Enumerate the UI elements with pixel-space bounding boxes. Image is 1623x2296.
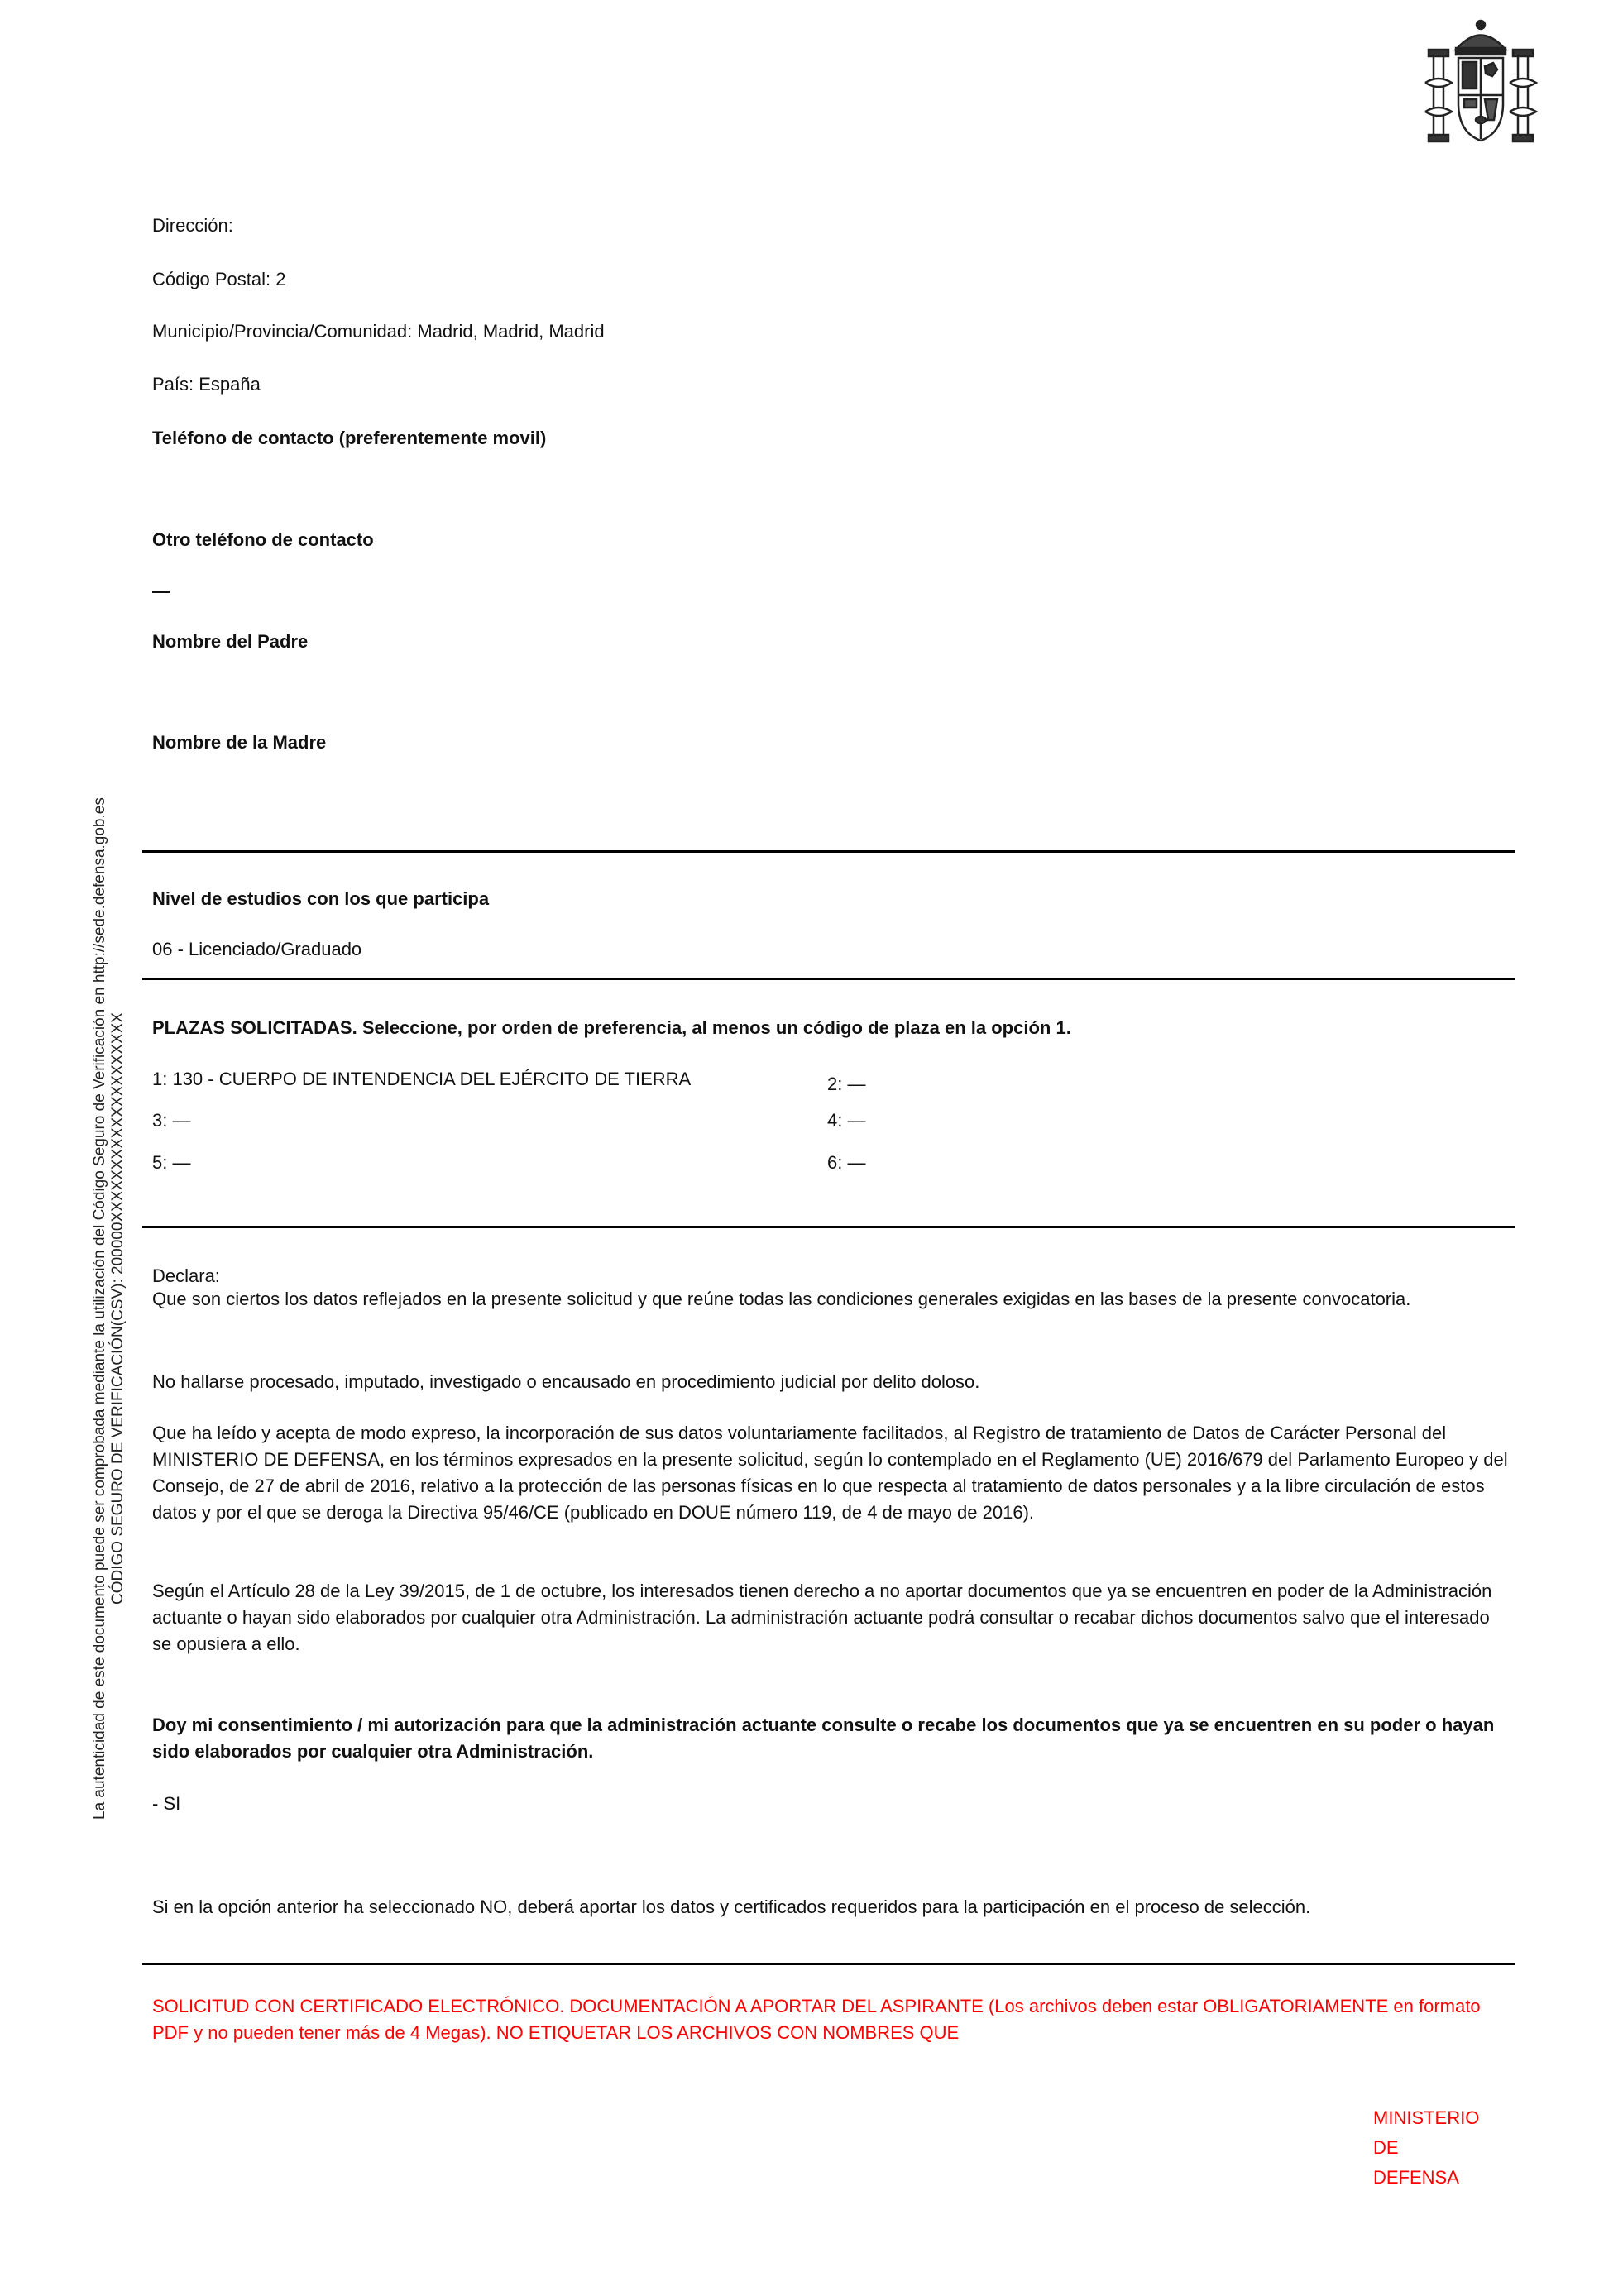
section-divider bbox=[142, 850, 1515, 853]
plaza-item: 4: — bbox=[827, 1110, 866, 1131]
plaza-item: 3: — bbox=[152, 1110, 191, 1131]
padre-label: Nombre del Padre bbox=[152, 631, 309, 652]
telefono-label: Teléfono de contacto (preferentemente movil) bbox=[152, 428, 547, 448]
direccion-label: Dirección: bbox=[152, 215, 233, 236]
certificate-notice: SOLICITUD CON CERTIFICADO ELECTRÓNICO. DOCUMENTACIÓN A APORTAR DEL ASPIRANTE (Los archivos deben estar OBLIGATORIAMENTE en formato PDF y no pueden tener más de 4 Megas). NO ETIQUETAR LOS ARCHIVOS CON NOMBRES QUE bbox=[152, 1996, 1481, 2043]
coat-of-arms-of-spain-icon bbox=[1419, 17, 1543, 149]
footer-defensa: DEFENSA bbox=[1373, 2167, 1459, 2188]
otro-telefono-label: Otro teléfono de contacto bbox=[152, 529, 374, 550]
plaza-item: 2: — bbox=[827, 1074, 866, 1094]
verification-side-note bbox=[91, 414, 127, 1820]
section-divider bbox=[142, 1226, 1515, 1228]
footer-ministerio: MINISTERIO bbox=[1373, 2107, 1480, 2128]
plaza-item: 5: — bbox=[152, 1152, 191, 1173]
consent-text: Doy mi consentimiento / mi autorización para que la administración actuante consulte o recabe los documentos que ya se encuentren en su poder o hayan sido elaborados por cualquier otra Administración. bbox=[152, 1715, 1495, 1762]
plaza-item: 1: 130 - CUERPO DE INTENDENCIA DEL EJÉRCITO DE TIERRA bbox=[152, 1069, 692, 1089]
declara-paragraph-3: Que ha leído y acepta de modo expreso, la incorporación de sus datos voluntariamente facilitados, al Registro de tratamiento de Datos de Carácter Personal del MINISTERIO DE DEFENSA, en los términos expresados en la presente solicitud, según lo contemplado en el Reglamento (UE) 2016/679 del Parlamento Europeo y del Consejo, de 27 de abril de 2016, relativo a la protección de las personas físicas en lo que respecta al tratamiento de datos personales y a la libre circulación de estos datos y por el que se deroga la Directiva 95/46/CE (publicado en DOUE número 119, de 4 de mayo de 2016). bbox=[152, 1423, 1508, 1523]
side-note-line-2: CÓDIGO SEGURO DE VERIFICACIÓN(CSV): 200000XXXXXXXXXXXXXXXXXXXX bbox=[109, 1012, 127, 1605]
otro-telefono-value: — bbox=[152, 581, 170, 601]
declara-paragraph-4: Según el Artículo 28 de la Ley 39/2015, de 1 de octubre, los interesados tienen derecho a no aportar documentos que ya se encuentren en poder de la Administración actuante o hayan sido elaborados por cualquier otra Administración. La administración actuante podrá consultar o recabar dichos documentos salvo que el interesado se opusiera a ello. bbox=[152, 1581, 1492, 1654]
pais: País: España bbox=[152, 374, 261, 395]
side-note-line-1: La autenticidad de este documento puede ser comprobada mediante la utilización del Código Seguro de Verificación en http://sede.defensa.gob.es bbox=[91, 797, 108, 1820]
codigo-postal: Código Postal: 2 bbox=[152, 269, 286, 289]
declara-paragraph-1: Que son ciertos los datos reflejados en la presente solicitud y que reúne todas las condiciones generales exigidas en las bases de la presente convocatoria. bbox=[152, 1289, 1411, 1309]
footer-de: DE bbox=[1373, 2137, 1399, 2158]
municipio: Municipio/Provincia/Comunidad: Madrid, Madrid, Madrid bbox=[152, 321, 605, 342]
declara-label: Declara: bbox=[152, 1265, 220, 1286]
plaza-item: 6: — bbox=[827, 1152, 866, 1173]
declara-paragraph-2: No hallarse procesado, imputado, investigado o encausado en procedimiento judicial por delito doloso. bbox=[152, 1371, 980, 1392]
consent-note: Si en la opción anterior ha seleccionado NO, deberá aportar los datos y certificados requeridos para la participación en el proceso de selección. bbox=[152, 1897, 1311, 1917]
studies-value: 06 - Licenciado/Graduado bbox=[152, 939, 362, 959]
section-divider bbox=[142, 1963, 1515, 1965]
consent-value: - SI bbox=[152, 1793, 181, 1814]
section-divider bbox=[142, 978, 1515, 980]
madre-label: Nombre de la Madre bbox=[152, 732, 327, 753]
studies-label: Nivel de estudios con los que participa bbox=[152, 888, 490, 909]
plazas-heading: PLAZAS SOLICITADAS. Seleccione, por orden de preferencia, al menos un código de plaza en la opción 1. bbox=[152, 1017, 1071, 1038]
